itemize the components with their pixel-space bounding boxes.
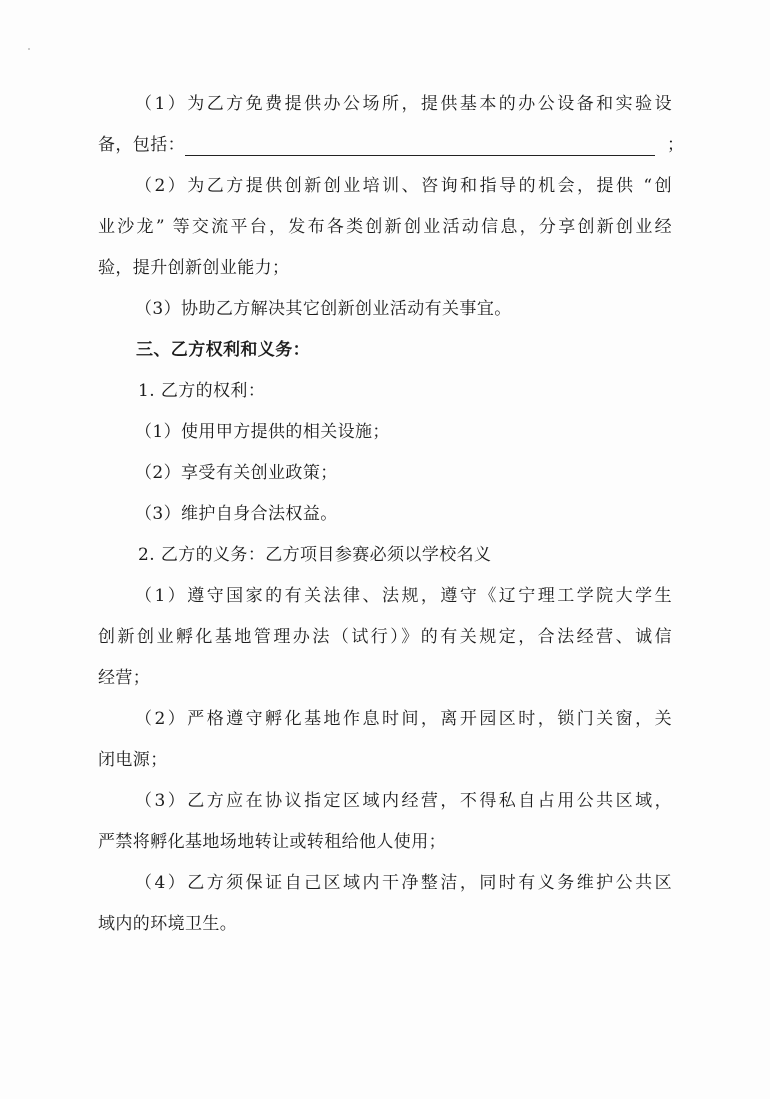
paragraph-line: 创新创业孵化基地管理办法（试行）》的有关规定，合法经营、诚信 [98, 627, 672, 647]
document-body [98, 84, 685, 945]
paragraph-line: 闭电源； [98, 750, 168, 770]
list-item: （3）维护自身合法权益。 [135, 504, 338, 524]
paragraph-line: 业沙龙” 等交流平台，发布各类创新创业活动信息，分享创新创业经 [98, 217, 672, 237]
subsection-title: 1. 乙方的权利： [138, 381, 266, 401]
paragraph-line: （3）乙方应在协议指定区域内经营，不得私自占用公共区域， [135, 791, 672, 811]
equipment-label: 备，包括： [98, 135, 185, 155]
paragraph-line: 验，提升创新创业能力； [98, 258, 290, 278]
paragraph-line: （1）为乙方免费提供办公场所，提供基本的办公设备和实验设 [135, 94, 672, 114]
paragraph-line: 经营； [98, 668, 151, 688]
paragraph-line: 严禁将孵化基地场地转让或转租给他人使用； [98, 832, 446, 852]
equipment-fill-blank [185, 125, 655, 166]
line-end-punctuation: ； [667, 135, 685, 155]
subsection-title: 2. 乙方的义务：乙方项目参赛必须以学校名义 [138, 545, 492, 565]
paragraph-line: （2）为乙方提供创新创业培训、咨询和指导的机会，提供 “创 [135, 176, 672, 196]
paragraph-line: 域内的环境卫生。 [98, 914, 238, 934]
paragraph-line: （3）协助乙方解决其它创新创业活动有关事宜。 [135, 299, 512, 319]
paragraph-line [98, 125, 685, 166]
list-item: （1）使用甲方提供的相关设施； [135, 422, 390, 442]
section-heading: 三、乙方权利和义务： [136, 340, 310, 360]
paragraph-line: （2）严格遵守孵化基地作息时间，离开园区时，锁门关窗，关 [135, 709, 672, 729]
paragraph-line: （1）遵守国家的有关法律、法规，遵守《辽宁理工学院大学生 [135, 586, 672, 606]
scan-artifact [28, 48, 30, 50]
list-item: （2）享受有关创业政策； [135, 463, 338, 483]
paragraph-line: （4）乙方须保证自己区域内干净整洁，同时有义务维护公共区 [135, 873, 672, 893]
